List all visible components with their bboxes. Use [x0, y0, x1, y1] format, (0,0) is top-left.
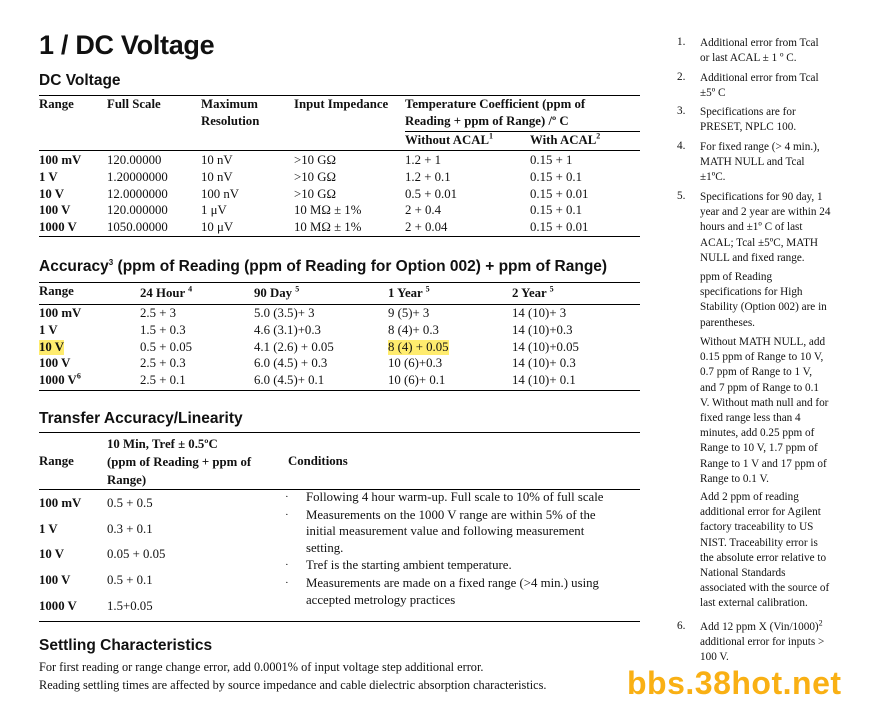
footnote-line: Add 2 ppm of reading: [700, 491, 799, 503]
col-header-label: 24 Hour: [140, 286, 189, 300]
col-header-24-hour: [140, 286, 192, 301]
col-header-temp-coefficient: Temperature Coefficient (ppm of: [405, 97, 586, 111]
without-acal-label: Without ACAL: [405, 133, 490, 147]
accuracy-heading-units: (ppm of Reading (ppm of Reading for Option 002) + ppm of Range): [113, 258, 608, 275]
col-header-transfer: 10 Min, Tref ± 0.5ºC: [107, 437, 218, 451]
table-cell-with-acal: 0.15 + 0.01: [530, 220, 589, 235]
table-cell-range: [39, 373, 81, 388]
table-cell-transfer-value: 0.3 + 0.1: [107, 521, 153, 536]
footnote-line: additional error for Agilent: [700, 506, 821, 519]
bullet-icon: ·: [285, 577, 289, 589]
table-cell-range: 10 V: [39, 186, 65, 201]
range-label: 100 V: [39, 356, 71, 371]
footnote-line: Specifications for 90 day, 1: [700, 191, 823, 203]
footnote-line: additional error for inputs >: [700, 636, 825, 649]
table-cell-transfer-value: 0.05 + 0.05: [107, 547, 166, 562]
table-cell-resolution: 100 nV: [201, 186, 240, 201]
table-cell-24-hour: 2.5 + 3: [140, 306, 177, 320]
footnote-number: 4.: [677, 140, 686, 152]
table-cell-range: 1 V: [39, 169, 58, 184]
footnote-number: 2.: [677, 71, 686, 83]
footnote-ref: 4: [188, 284, 193, 294]
footnote-text: [700, 105, 850, 135]
condition-text: Tref is the starting ambient temperature.: [306, 558, 512, 573]
table-cell-with-acal: 0.15 + 0.01: [530, 186, 589, 201]
condition-text: Measurements on the 1000 V range are within 5% of the: [306, 507, 596, 522]
table-cell-90-day: 6.0 (4.5)+ 0.1: [254, 373, 325, 388]
col-header-90-day: [254, 286, 299, 301]
table-top-rule: [39, 95, 640, 96]
page-title: 1 / DC Voltage: [39, 30, 215, 60]
footnote-text: [700, 490, 850, 612]
bullet-icon: ·: [285, 508, 289, 521]
footnote-line: the absolute error relative to: [700, 551, 827, 564]
table-cell-with-acal: 0.15 + 1: [530, 153, 573, 167]
footnote-line: ±5º C: [700, 87, 726, 100]
table-cell-range: [39, 356, 70, 371]
table-cell-range: 1 V: [39, 521, 58, 536]
table-cell-range: [39, 323, 58, 338]
table-cell-range: 1000 V: [39, 598, 77, 613]
settling-line-1: For first reading or range change error, add 0.0001% of input voltage step additional error.: [39, 660, 484, 674]
footnote-line: hours and ±1º C of last: [700, 221, 803, 234]
col-header-transfer: (ppm of Reading + ppm of: [107, 455, 252, 469]
footnote-line: fixed range less than 4: [700, 412, 801, 425]
footnote-line: ±1ºC.: [700, 171, 726, 184]
footnote-line: associated with the source of: [700, 582, 830, 595]
table-cell-90-day: 5.0 (3.5)+ 3: [254, 306, 315, 320]
col-header-range: Range: [39, 97, 74, 111]
col-header-label: 2 Year: [512, 286, 550, 300]
footnote-ref: 5: [295, 284, 300, 294]
condition-text: Following 4 hour warm-up. Full scale to 10% of full scale: [306, 490, 604, 504]
footnote-text: [700, 36, 850, 66]
table-cell-range: 100 mV: [39, 496, 82, 510]
range-label: 100 mV: [39, 306, 82, 320]
condition-text: accepted metrology practices: [306, 592, 456, 607]
footnote-line: Additional error from Tcal: [700, 37, 819, 49]
footnote-line: parentheses.: [700, 316, 755, 329]
table-bottom-rule: [39, 621, 640, 622]
accuracy-heading-text: Accuracy: [39, 258, 109, 275]
subheader-rule: [405, 131, 640, 132]
table-cell-24-hour: 0.5 + 0.05: [140, 339, 193, 354]
range-label: 1 V: [39, 322, 58, 337]
footnote-ref: 5: [425, 284, 430, 294]
table-cell-full-scale: 12.0000000: [107, 186, 168, 201]
col-header-range: Range: [39, 284, 74, 298]
footnote-line: MATH NULL and Tcal: [700, 156, 805, 169]
accuracy-footnote-ref: 3: [108, 257, 114, 267]
table-cell-90-day: 6.0 (4.5) + 0.3: [254, 356, 328, 371]
table-cell-2-year: 14 (10)+0.05: [512, 339, 579, 354]
col-header-label: 90 Day: [254, 286, 296, 300]
table-cell-full-scale: 120.00000: [107, 153, 162, 167]
table-cell-range: 100 mV: [39, 153, 82, 167]
footnote-line: 0.15 ppm of Range to 10 V,: [700, 351, 824, 364]
table-top-rule: [39, 432, 640, 433]
col-header-temp-coefficient: Reading + ppm of Range) /º C: [405, 114, 569, 128]
footnote-number: 6.: [677, 620, 686, 632]
footnote-line: Range to 1 V and 17 ppm of: [700, 457, 827, 470]
table-cell-with-acal: 0.15 + 0.1: [530, 203, 583, 218]
footnote-line: NULL and fixed range.: [700, 251, 805, 264]
footnote-line: 0.7 ppm of Range to 1 V,: [700, 366, 813, 379]
settling-line-2: Reading settling times are affected by source impedance and cable dielectric absorption characteristics.: [39, 678, 547, 692]
table-top-rule: [39, 282, 640, 283]
col-header-without-acal: [405, 133, 493, 148]
table-cell-24-hour: 2.5 + 0.1: [140, 373, 186, 388]
table-cell-transfer-value: 0.5 + 0.5: [107, 496, 153, 510]
footnote-line: ppm of Reading: [700, 271, 773, 283]
col-header-1-year: [388, 286, 430, 301]
table-cell-impedance: >10 GΩ: [294, 186, 336, 201]
dc-voltage-heading: DC Voltage: [39, 72, 121, 89]
footnote-line: specifications for High: [700, 286, 803, 299]
table-cell-transfer-value: 0.5 + 0.1: [107, 573, 153, 588]
table-cell-full-scale: 120.000000: [107, 203, 168, 218]
table-cell-24-hour: 1.5 + 0.3: [140, 322, 186, 337]
footnote-ref: 2: [596, 131, 601, 141]
footnote-line: V. Without math null and for: [700, 396, 829, 409]
footnote-line: Specifications are for: [700, 106, 796, 118]
col-header-2-year: [512, 286, 554, 301]
footnote-text: [700, 190, 850, 266]
table-cell-range: [39, 340, 64, 355]
condition-text: initial measurement value and following measurement: [306, 524, 585, 539]
table-cell-without-acal: 1.2 + 1: [405, 153, 442, 167]
footnote-line: Additional error from Tcal: [700, 72, 819, 84]
table-cell-2-year: 14 (10)+ 3: [512, 306, 567, 320]
table-bottom-rule: [39, 390, 640, 391]
col-header-transfer: Range): [107, 473, 147, 487]
table-bottom-rule: [39, 236, 640, 237]
table-cell-resolution: 1 μV: [201, 203, 227, 218]
col-header-input-impedance: Input Impedance: [294, 97, 389, 111]
footnote-line: Without MATH NULL, add: [700, 336, 826, 348]
col-header-range: Range: [39, 454, 74, 468]
footnote-ref: 2: [818, 618, 823, 628]
table-cell-full-scale: 1.20000000: [107, 169, 168, 184]
transfer-heading: Transfer Accuracy/Linearity: [39, 410, 243, 427]
footnote-line: NIST. Traceability error is: [700, 536, 818, 549]
col-header-max-resolution: Resolution: [201, 114, 260, 128]
footnote-line: 100 V.: [700, 651, 729, 664]
footnote-line: For fixed range (> 4 min.),: [700, 141, 820, 153]
table-cell-1-year: 10 (6)+ 0.1: [388, 373, 446, 388]
table-cell-without-acal: 2 + 0.04: [405, 220, 448, 235]
table-cell-resolution: 10 nV: [201, 153, 233, 167]
footnote-text: [700, 335, 850, 487]
footnote-line: minutes, add 0.25 ppm of: [700, 427, 815, 440]
watermark: bbs.38hot.net: [627, 665, 842, 701]
settling-heading: Settling Characteristics: [39, 637, 213, 654]
table-cell-range: 10 V: [39, 547, 65, 562]
table-cell-with-acal: 0.15 + 0.1: [530, 169, 583, 184]
table-cell-24-hour: 2.5 + 0.3: [140, 356, 186, 371]
table-cell-1-year: 8 (4) + 0.05: [388, 339, 449, 354]
footnote-text: [700, 71, 850, 101]
table-cell-1-year: 8 (4)+ 0.3: [388, 322, 439, 337]
bullet-icon: ·: [285, 491, 289, 503]
col-header-conditions: Conditions: [288, 454, 348, 468]
footnote-line: Stability (Option 002) are in: [700, 301, 827, 314]
accuracy-heading: [39, 258, 607, 276]
table-cell-resolution: 10 nV: [201, 169, 233, 184]
table-cell-2-year: 14 (10)+ 0.1: [512, 373, 576, 388]
table-cell-impedance: >10 GΩ: [294, 169, 336, 184]
footnote-line: and 7 ppm of Range to 0.1: [700, 381, 820, 394]
with-acal-label: With ACAL: [530, 133, 597, 147]
footnote-line-text: Add 12 ppm X (Vin/1000): [700, 621, 819, 633]
table-cell-range: 100 V: [39, 573, 71, 588]
range-label: 1000 V: [39, 373, 77, 388]
footnote-text: [700, 140, 850, 186]
table-cell-without-acal: 2 + 0.4: [405, 203, 442, 218]
condition-text: setting.: [306, 540, 344, 555]
footnote-line: Range to 0.1 V.: [700, 472, 769, 485]
col-header-with-acal: [530, 133, 600, 148]
footnote-line: or last ACAL ± 1 º C.: [700, 52, 797, 65]
table-cell-90-day: 4.1 (2.6) + 0.05: [254, 339, 334, 354]
bullet-icon: ·: [285, 559, 289, 572]
footnote-number: 3.: [677, 105, 686, 117]
table-cell-full-scale: 1050.00000: [107, 220, 168, 235]
footnote-number: 1.: [677, 36, 686, 48]
footnote-line: last external calibration.: [700, 597, 808, 610]
range-label: 10 V: [39, 339, 65, 354]
col-header-max-resolution: Maximum: [201, 97, 258, 111]
table-cell-2-year: 14 (10)+0.3: [512, 322, 573, 337]
footnote-line: ACAL; Tcal ±5ºC, MATH: [700, 236, 819, 249]
table-cell-range: 1000 V: [39, 220, 77, 235]
footnote-text: [700, 270, 850, 331]
footnote-ref: 6: [76, 371, 81, 381]
col-header-label: 1 Year: [388, 286, 426, 300]
table-cell-range: 100 V: [39, 203, 71, 218]
footnote-ref: 5: [549, 284, 554, 294]
footnote-line: year and 2 year are within 24: [700, 206, 831, 219]
table-cell-impedance: >10 GΩ: [294, 153, 336, 167]
footnote-line: National Standards: [700, 567, 786, 580]
footnote-line: factory traceability to US: [700, 521, 814, 534]
condition-text: Measurements are made on a fixed range (>4 min.) using: [306, 576, 599, 590]
table-cell-1-year: 9 (5)+ 3: [388, 306, 430, 320]
footnote-number: 5.: [677, 190, 686, 202]
table-cell-transfer-value: 1.5+0.05: [107, 598, 153, 613]
header-bottom-rule: [39, 150, 640, 151]
table-cell-range: [39, 306, 81, 321]
footnote-line: Range to 10 V, 1.7 ppm of: [700, 442, 818, 455]
table-cell-2-year: 14 (10)+ 0.3: [512, 356, 576, 371]
table-cell-impedance: 10 MΩ ± 1%: [294, 203, 362, 218]
table-cell-90-day: 4.6 (3.1)+0.3: [254, 322, 321, 337]
table-cell-impedance: 10 MΩ ± 1%: [294, 220, 362, 235]
table-cell-without-acal: 0.5 + 0.01: [405, 186, 458, 201]
table-cell-1-year: 10 (6)+0.3: [388, 356, 443, 371]
header-bottom-rule: [39, 304, 640, 305]
footnote-ref: 1: [489, 131, 494, 141]
footnote-text: [700, 620, 850, 666]
table-cell-without-acal: 1.2 + 0.1: [405, 169, 451, 184]
col-header-full-scale: Full Scale: [107, 97, 161, 111]
footnote-line: [700, 620, 850, 635]
footnote-line: PRESET, NPLC 100.: [700, 121, 797, 134]
table-cell-resolution: 10 μV: [201, 220, 234, 235]
